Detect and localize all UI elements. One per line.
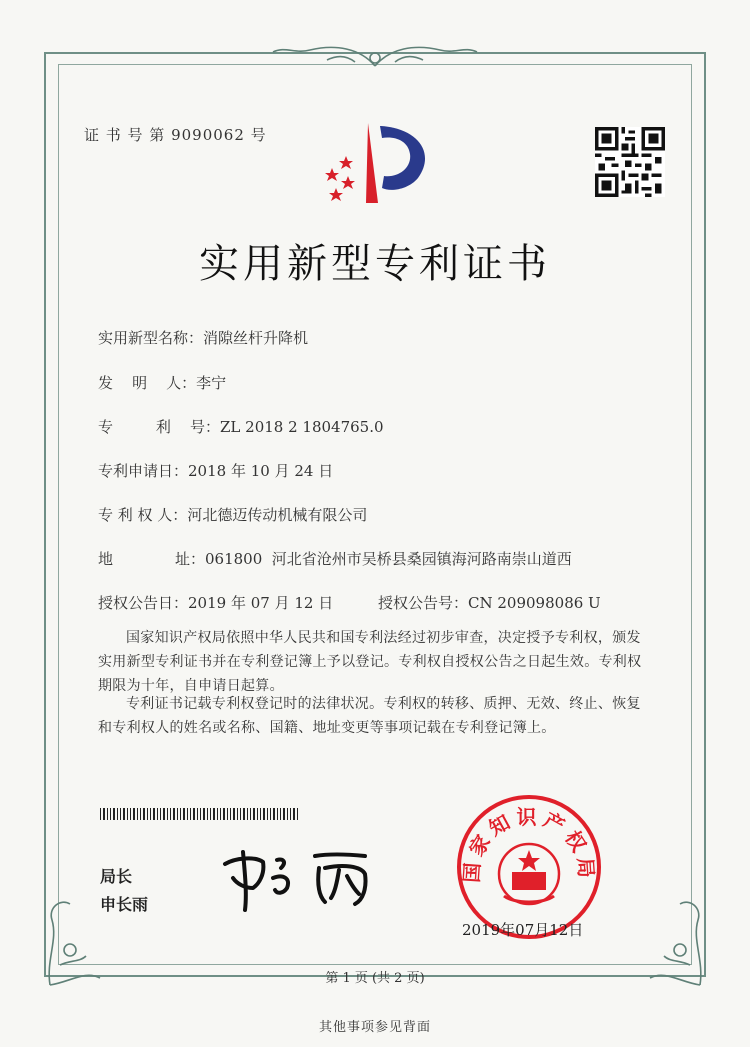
grant-date-value: 2019 年 07 月 12 日 [188, 594, 334, 612]
grant-no-field [378, 592, 601, 613]
qr-code [595, 127, 665, 197]
seal-text: 国家知识产权局 [459, 805, 599, 884]
inventor-value: 李宁 [196, 374, 227, 392]
barcode [100, 808, 300, 820]
inventor-field [98, 372, 226, 393]
grant-no-value: CN 209098086 U [468, 594, 601, 612]
patent-no-value: ZL 2018 2 1804765.0 [220, 418, 384, 436]
paragraph-legal-status: 专利证书记载专利权登记时的法律状况。专利权的转移、质押、无效、终止、恢复和专利权人的姓名或名称、国籍、地址变更等事项记载在专利登记簿上。 [98, 696, 641, 736]
patent-office-logo [318, 118, 438, 208]
page-number: 第 1 页 (共 2 页) [325, 971, 425, 986]
patentee-field [98, 504, 367, 525]
address-label: 地 址： [98, 550, 205, 568]
signature-name: 申长雨 [100, 895, 149, 914]
name-value: 消隙丝杆升降机 [203, 329, 309, 347]
name-field [98, 327, 308, 348]
inventor-label: 发 明 人： [98, 374, 197, 392]
grant-no-label: 授权公告号： [378, 594, 469, 612]
address-value: 061800 河北省沧州市吴桥县桑园镇海河路南崇山道西 [205, 550, 572, 568]
paragraph-grant: 国家知识产权局依照中华人民共和国专利法经过初步审查，决定授予专利权，颁发实用新型专利证书并在专利登记簿上予以登记。专利权自授权公告之日起生效。专利权期限为十年，自申请日起算。 [98, 630, 642, 694]
patent-no-field [98, 416, 384, 437]
patentee-label: 专 利 权 人： [98, 506, 188, 524]
grant-date-label: 授权公告日： [98, 594, 189, 612]
seal-date: 2019年07月12日 [462, 921, 584, 939]
filing-date-field [98, 460, 333, 481]
signature-title: 局长 [100, 867, 133, 886]
address-field [98, 548, 572, 569]
filing-date-label: 专利申请日： [98, 462, 189, 480]
name-label: 实用新型名称： [98, 329, 204, 347]
handwritten-signature [215, 844, 385, 914]
patent-no-label: 专 利 号： [98, 418, 220, 436]
certificate-title: 实用新型专利证书 [199, 241, 551, 287]
patentee-value: 河北德迈传动机械有限公司 [187, 506, 368, 524]
certificate-number: 证 书 号 第 9090062 号 [84, 126, 267, 144]
filing-date-value: 2018 年 10 月 24 日 [188, 462, 334, 480]
grant-date-field [98, 592, 333, 613]
top-ornament [265, 40, 485, 70]
footer-note: 其他事项参见背面 [318, 1020, 431, 1035]
